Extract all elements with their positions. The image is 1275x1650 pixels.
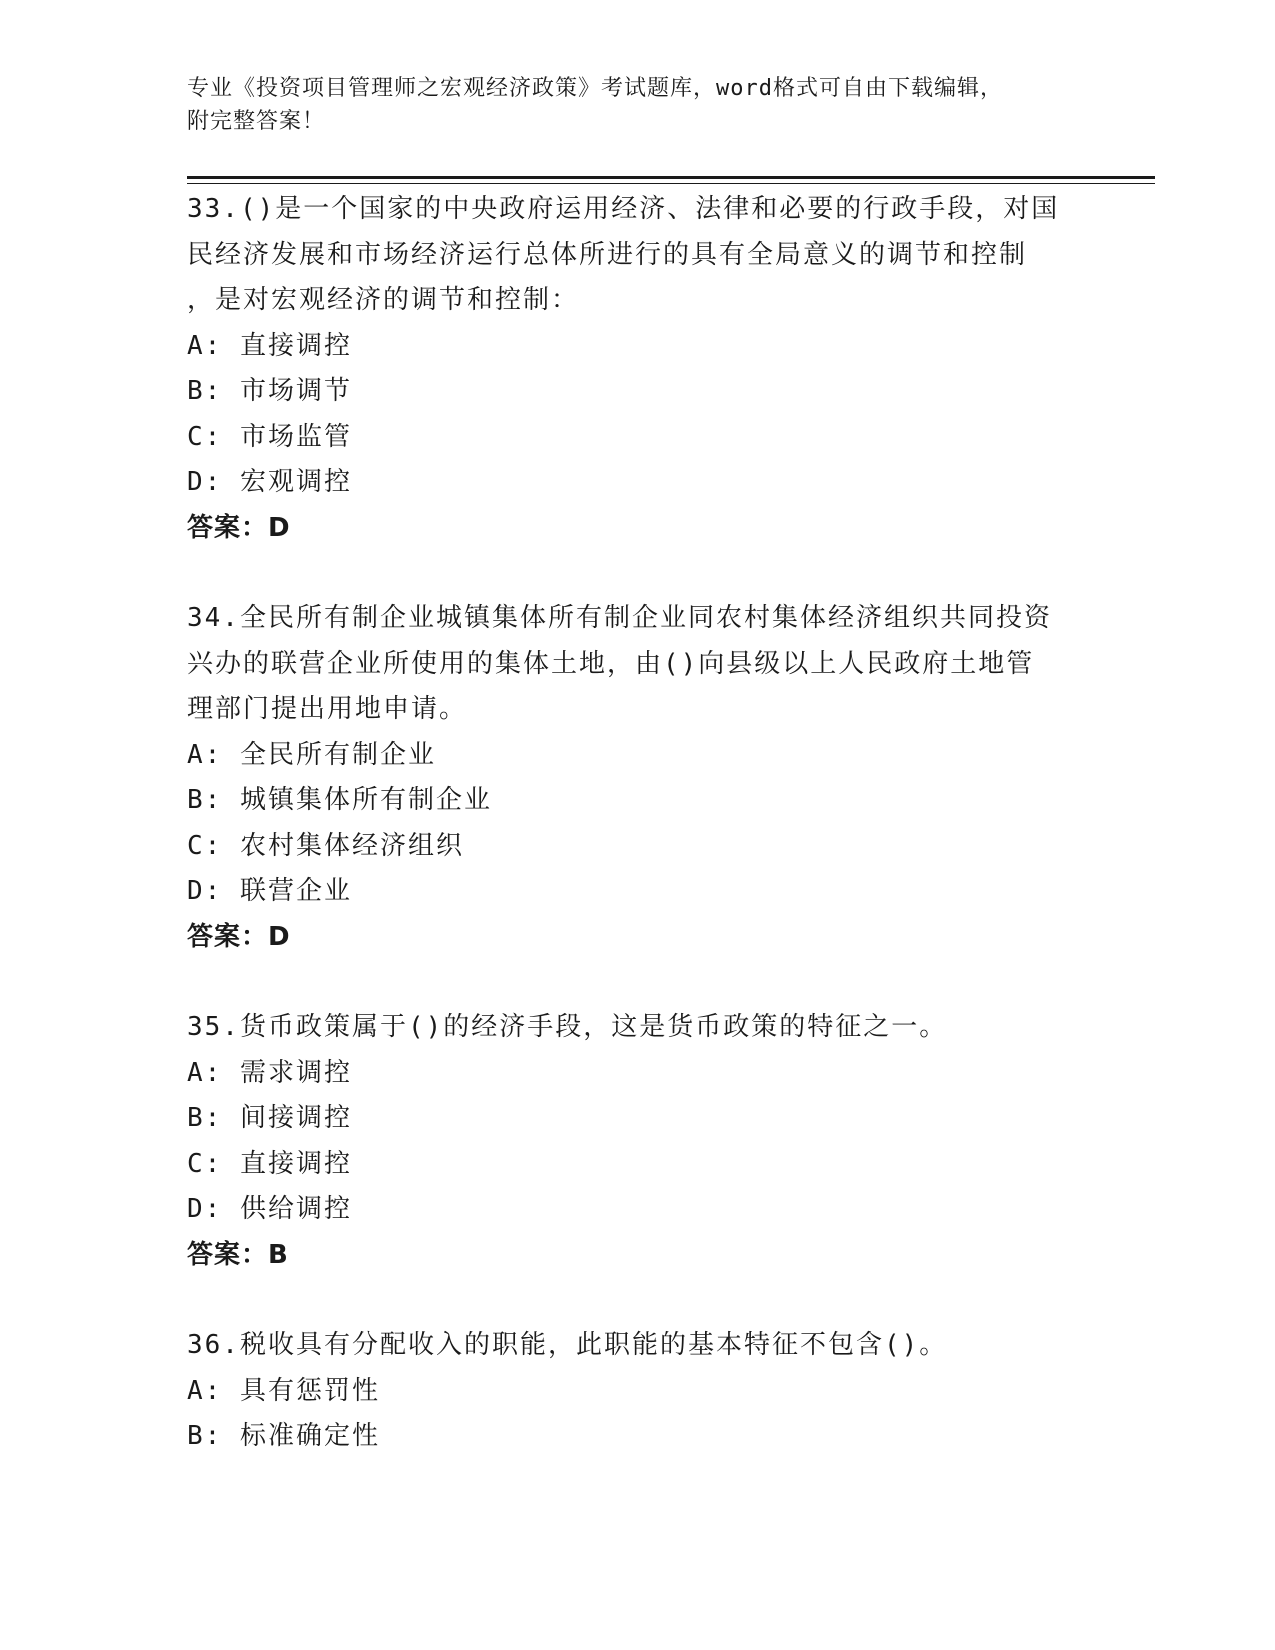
answer: 答案：B xyxy=(187,1239,289,1270)
option-d: D: 宏观调控 xyxy=(187,467,352,497)
question-stem-line: 35.货币政策属于()的经济手段，这是货币政策的特征之一。 xyxy=(187,1012,948,1042)
question-stem-line: ，是对宏观经济的调节和控制： xyxy=(187,285,580,315)
question-35 xyxy=(187,1005,1087,1278)
option-d: D: 联营企业 xyxy=(187,876,352,906)
answer: 答案：D xyxy=(187,512,291,543)
option-b: B: 间接调控 xyxy=(187,1103,352,1133)
option-b: B: 标准确定性 xyxy=(187,1421,380,1451)
answer: 答案：D xyxy=(187,921,291,952)
question-stem-line: 34.全民所有制企业城镇集体所有制企业同农村集体经济组织共同投资 xyxy=(187,603,1052,633)
header-divider-thick xyxy=(187,176,1155,179)
question-stem-line: 33.()是一个国家的中央政府运用经济、法律和必要的行政手段，对国 xyxy=(187,194,1060,224)
option-c: C: 农村集体经济组织 xyxy=(187,830,464,861)
option-d: D: 供给调控 xyxy=(187,1194,352,1224)
option-c: C: 直接调控 xyxy=(187,1148,352,1179)
question-stem-line: 理部门提出用地申请。 xyxy=(187,694,468,724)
option-a: A: 直接调控 xyxy=(187,330,352,361)
header-divider-thin xyxy=(187,183,1155,184)
option-a: A: 具有惩罚性 xyxy=(187,1375,380,1406)
question-list xyxy=(187,187,1087,1505)
header-note xyxy=(187,72,1087,138)
question-stem-line: 民经济发展和市场经济运行总体所进行的具有全局意义的调节和控制 xyxy=(187,239,1028,270)
option-b: B: 城镇集体所有制企业 xyxy=(187,785,492,815)
option-c: C: 市场监管 xyxy=(187,421,352,452)
question-33 xyxy=(187,187,1087,551)
header-note-line-1: 专业《投资项目管理师之宏观经济政策》考试题库，word格式可自由下载编辑， xyxy=(187,76,1003,101)
question-36 xyxy=(187,1323,1087,1460)
question-34 xyxy=(187,596,1087,960)
option-a: A: 全民所有制企业 xyxy=(187,739,436,770)
header-note-line-2: 附完整答案！ xyxy=(187,109,326,134)
option-b: B: 市场调节 xyxy=(187,376,352,406)
question-stem-line: 36.税收具有分配收入的职能，此职能的基本特征不包含()。 xyxy=(187,1330,948,1360)
question-stem-line: 兴办的联营企业所使用的集体土地，由()向县级以上人民政府土地管 xyxy=(187,648,1035,679)
option-a: A: 需求调控 xyxy=(187,1057,352,1088)
